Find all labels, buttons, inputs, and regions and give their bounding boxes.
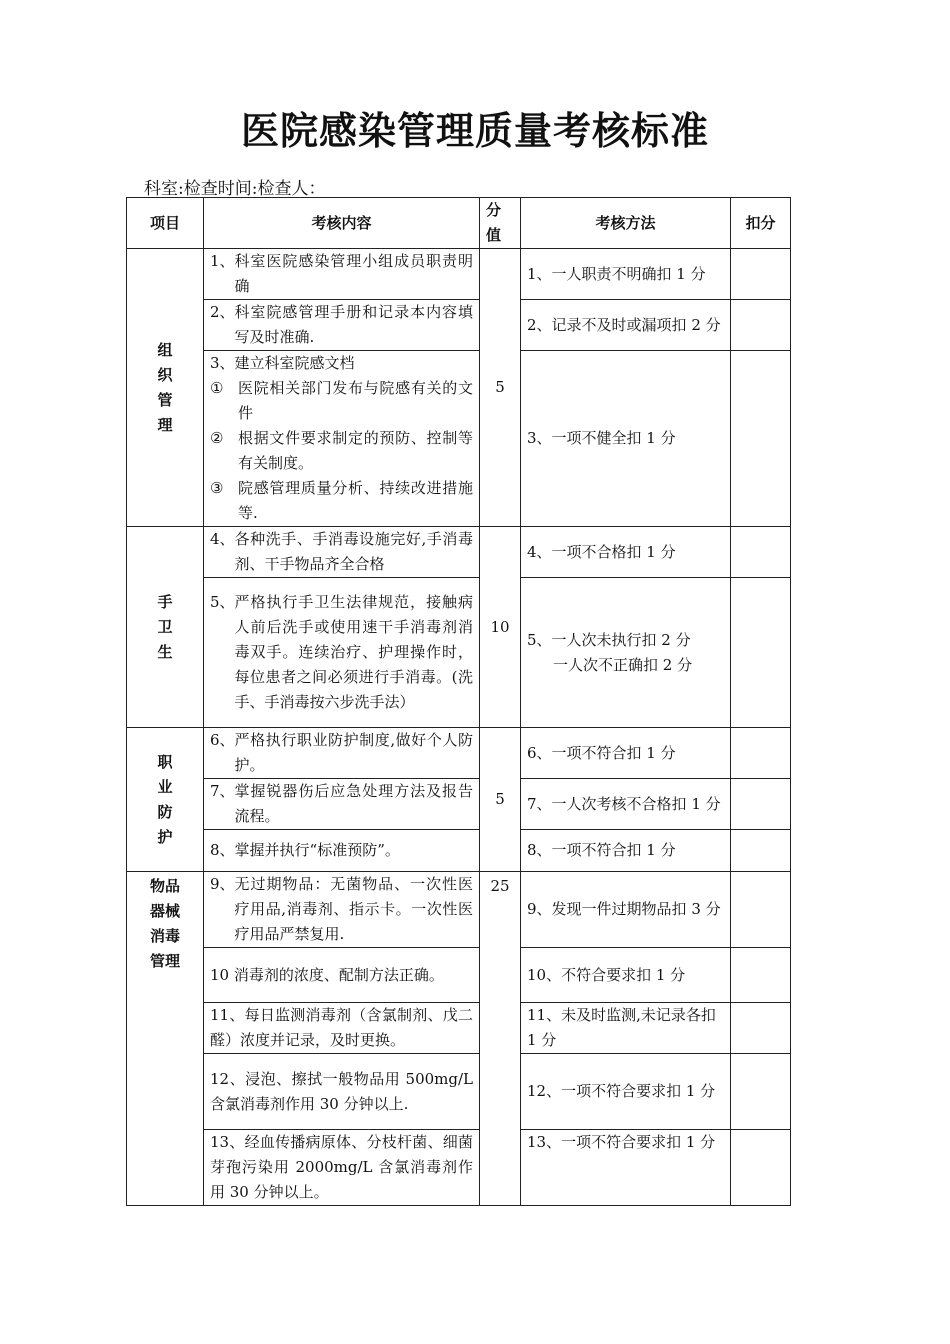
table-row (127, 249, 791, 300)
table-row (127, 351, 791, 527)
deduct-cell[interactable] (731, 300, 791, 351)
header-score: 分值 (480, 198, 521, 249)
content-cell: 6、 严格执行职业防护制度,做好个人防护。 (204, 728, 480, 779)
table-row (127, 300, 791, 351)
content-cell: 5、 严格执行手卫生法律规范，接触病人前后洗手或使用速干手消毒剂消毒双手。连续治疗、护理操作时，每位患者之间必须进行手消毒。(洗手、手消毒按六步洗手法） (204, 578, 480, 728)
deduct-cell[interactable] (731, 830, 791, 872)
deduct-cell[interactable] (731, 351, 791, 527)
header-deduct: 扣分 (731, 198, 791, 249)
table-row (127, 948, 791, 1003)
deduct-cell[interactable] (731, 728, 791, 779)
header-item: 项目 (127, 198, 204, 249)
category-cell: 物品器械消毒管理 (127, 872, 204, 1206)
method-cell: 13、一项不符合要求扣 1 分 (521, 1130, 731, 1206)
table-row (127, 527, 791, 578)
score-cell: 10 (480, 527, 521, 728)
table-row (127, 1054, 791, 1130)
score-cell: 5 (480, 249, 521, 527)
method-cell: 12、一项不符合要求扣 1 分 (521, 1054, 731, 1130)
content-cell: 13、经血传播病原体、分枝杆菌、细菌芽孢污染用 2000mg/L 含氯消毒剂作用 30 分钟以上。 (204, 1130, 480, 1206)
method-cell: 2、记录不及时或漏项扣 2 分 (521, 300, 731, 351)
assessment-table (126, 197, 791, 1206)
deduct-cell[interactable] (731, 527, 791, 578)
deduct-cell[interactable] (731, 1054, 791, 1130)
method-cell: 9、发现一件过期物品扣 3 分 (521, 872, 731, 948)
deduct-cell[interactable] (731, 578, 791, 728)
category-cell: 职业防护 (127, 728, 204, 872)
table-row (127, 578, 791, 728)
score-cell: 5 (480, 728, 521, 872)
method-cell: 7、一人次考核不合格扣 1 分 (521, 779, 731, 830)
sub-item: ③ 院感管理质量分析、持续改进措施等. (210, 479, 473, 522)
document-title: 医院感染管理质量考核标准 (240, 109, 709, 153)
method-cell: 10、不符合要求扣 1 分 (521, 948, 731, 1003)
sub-item: ② 根据文件要求制定的预防、控制等有关制度。 (210, 429, 473, 472)
sub-item: ① 医院相关部门发布与院感有关的文件 (210, 379, 473, 422)
method-cell: 6、一项不符合扣 1 分 (521, 728, 731, 779)
content-cell: 4、 各种洗手、手消毒设施完好,手消毒剂、干手物品齐全合格 (204, 527, 480, 578)
deduct-cell[interactable] (731, 1003, 791, 1054)
header-method: 考核方法 (521, 198, 731, 249)
category-cell: 组织管理 (127, 249, 204, 527)
content-cell: 11、每日监测消毒剂（含氯制剂、戊二醛）浓度并记录，及时更换。 (204, 1003, 480, 1054)
content-cell: 10 消毒剂的浓度、配制方法正确。 (204, 948, 480, 1003)
content-cell: 1、 科室医院感染管理小组成员职责明确 (204, 249, 480, 300)
table-row (127, 1130, 791, 1206)
deduct-cell[interactable] (731, 872, 791, 948)
content-cell: 8、 掌握并执行“标准预防”。 (204, 830, 480, 872)
method-cell: 11、未及时监测,未记录各扣 1 分 (521, 1003, 731, 1054)
category-cell: 手卫生 (127, 527, 204, 728)
table-row (127, 872, 791, 948)
method-cell: 4、一项不合格扣 1 分 (521, 527, 731, 578)
score-cell: 25 (480, 872, 521, 1206)
content-cell: 2、 科室院感管理手册和记录本内容填写及时准确. (204, 300, 480, 351)
table-row (127, 779, 791, 830)
deduct-cell[interactable] (731, 948, 791, 1003)
deduct-cell[interactable] (731, 779, 791, 830)
header-content: 考核内容 (204, 198, 480, 249)
inspection-info-line: 科室:检查时间:检查人： (144, 179, 326, 199)
content-cell: 12、浸泡、擦拭一般物品用 500mg/L 含氯消毒剂作用 30 分钟以上. (204, 1054, 480, 1130)
content-cell: 9、 无过期物品：无菌物品、一次性医疗用品,消毒剂、指示卡。一次性医疗用品严禁复用. (204, 872, 480, 948)
method-cell: 3、一项不健全扣 1 分 (521, 351, 731, 527)
table-row (127, 830, 791, 872)
table-row (127, 728, 791, 779)
deduct-cell[interactable] (731, 249, 791, 300)
table-row (127, 1003, 791, 1054)
table-header-row (127, 198, 791, 249)
content-cell: 3、 建立科室院感文档 ① 医院相关部门发布与院感有关的文件 ② 根据文件要求制定的预防、控制等有关制度。 ③ 院感管理质量分析、持续改进措施等. (204, 351, 480, 527)
deduct-cell[interactable] (731, 1130, 791, 1206)
content-cell: 7、 掌握锐器伤后应急处理方法及报告流程。 (204, 779, 480, 830)
method-cell: 1、一人职责不明确扣 1 分 (521, 249, 731, 300)
method-cell: 8、一项不符合扣 1 分 (521, 830, 731, 872)
method-cell: 5、一人次未执行扣 2 分 一人次不正确扣 2 分 (521, 578, 731, 728)
